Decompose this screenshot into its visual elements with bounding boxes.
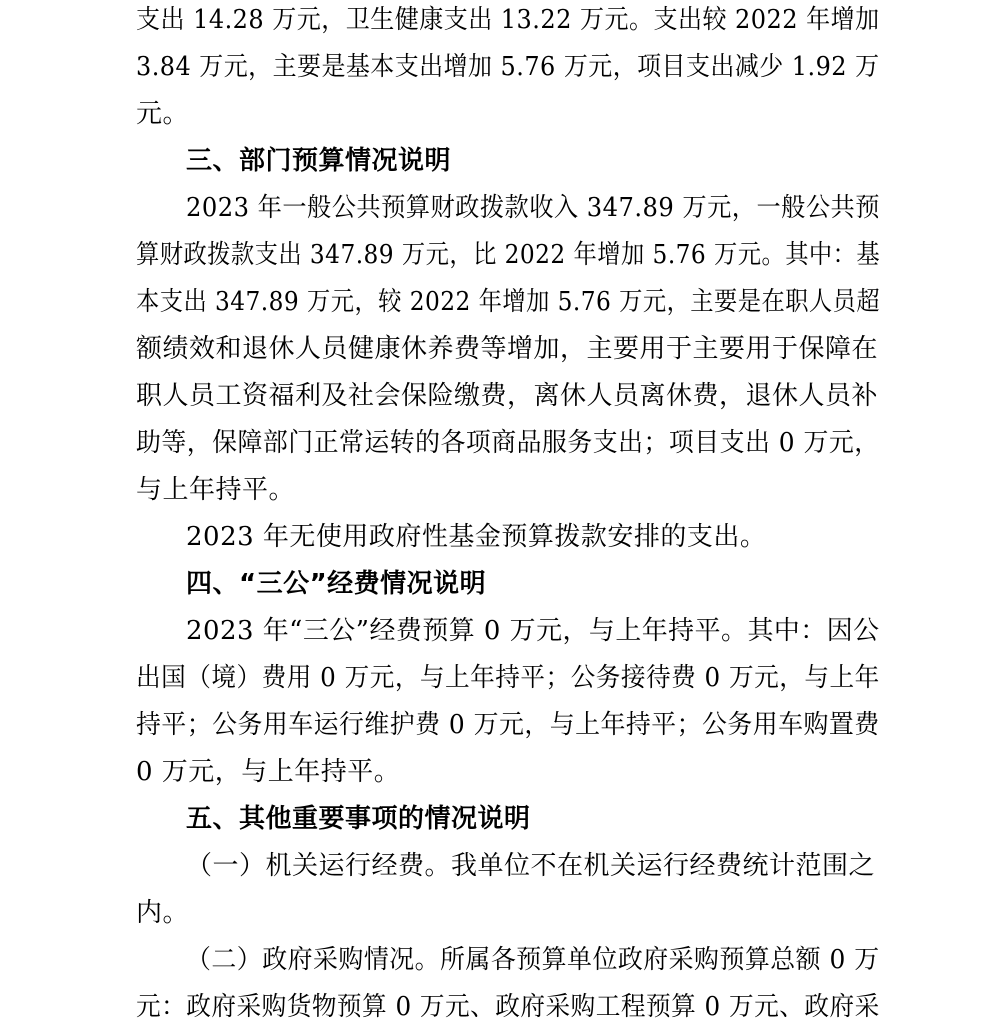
paragraph-line: 额绩效和退休人员健康休养费等增加，主要用于主要用于保障在 — [136, 334, 879, 364]
paragraph-line: 职人员工资福利及社会保险缴费，离休人员离休费，退休人员补 — [136, 381, 879, 411]
paragraph-line: 支出 14.28 万元，卫生健康支出 13.22 万元。支出较 2022 年增加 — [136, 5, 880, 35]
paragraph-line: 0 万元，与上年持平。 — [136, 757, 401, 787]
paragraph-line: 算财政拨款支出 347.89 万元，比 2022 年增加 5.76 万元。其中：基 — [136, 240, 881, 270]
paragraph-line: 3.84 万元，主要是基本支出增加 5.76 万元，项目支出减少 1.92 万 — [136, 52, 880, 82]
paragraph-line: 2023 年无使用政府性基金预算拨款安排的支出。 — [186, 522, 767, 552]
paragraph-line: 2023 年一般公共预算财政拨款收入 347.89 万元，一般公共预 — [186, 193, 880, 223]
paragraph-line: 本支出 347.89 万元，较 2022 年增加 5.76 万元，主要是在职人员超 — [136, 287, 881, 317]
paragraph-line: 内。 — [136, 898, 190, 928]
paragraph-line: （二）政府采购情况。所属各预算单位政府采购预算总额 0 万 — [186, 945, 880, 975]
paragraph-line: 出国（境）费用 0 万元，与上年持平；公务接待费 0 万元，与上年 — [136, 663, 880, 693]
paragraph-line: （一）机关运行经费。我单位不在机关运行经费统计范围之 — [186, 851, 876, 881]
paragraph-line: 元：政府采购货物预算 0 万元、政府采购工程预算 0 万元、政府采 — [136, 992, 880, 1022]
section-heading-5: 五、其他重要事项的情况说明 — [186, 804, 531, 834]
section-heading-3: 三、部门预算情况说明 — [186, 146, 452, 176]
paragraph-line: 助等，保障部门正常运转的各项商品服务支出；项目支出 0 万元， — [136, 428, 880, 458]
paragraph-line: 持平；公务用车运行维护费 0 万元，与上年持平；公务用车购置费 — [136, 710, 880, 740]
paragraph-line: 与上年持平。 — [136, 475, 296, 505]
paragraph-line: 元。 — [136, 99, 190, 129]
section-heading-4: 四、“三公”经费情况说明 — [186, 569, 487, 599]
paragraph-line: 2023 年“三公”经费预算 0 万元，与上年持平。其中：因公 — [186, 616, 880, 646]
